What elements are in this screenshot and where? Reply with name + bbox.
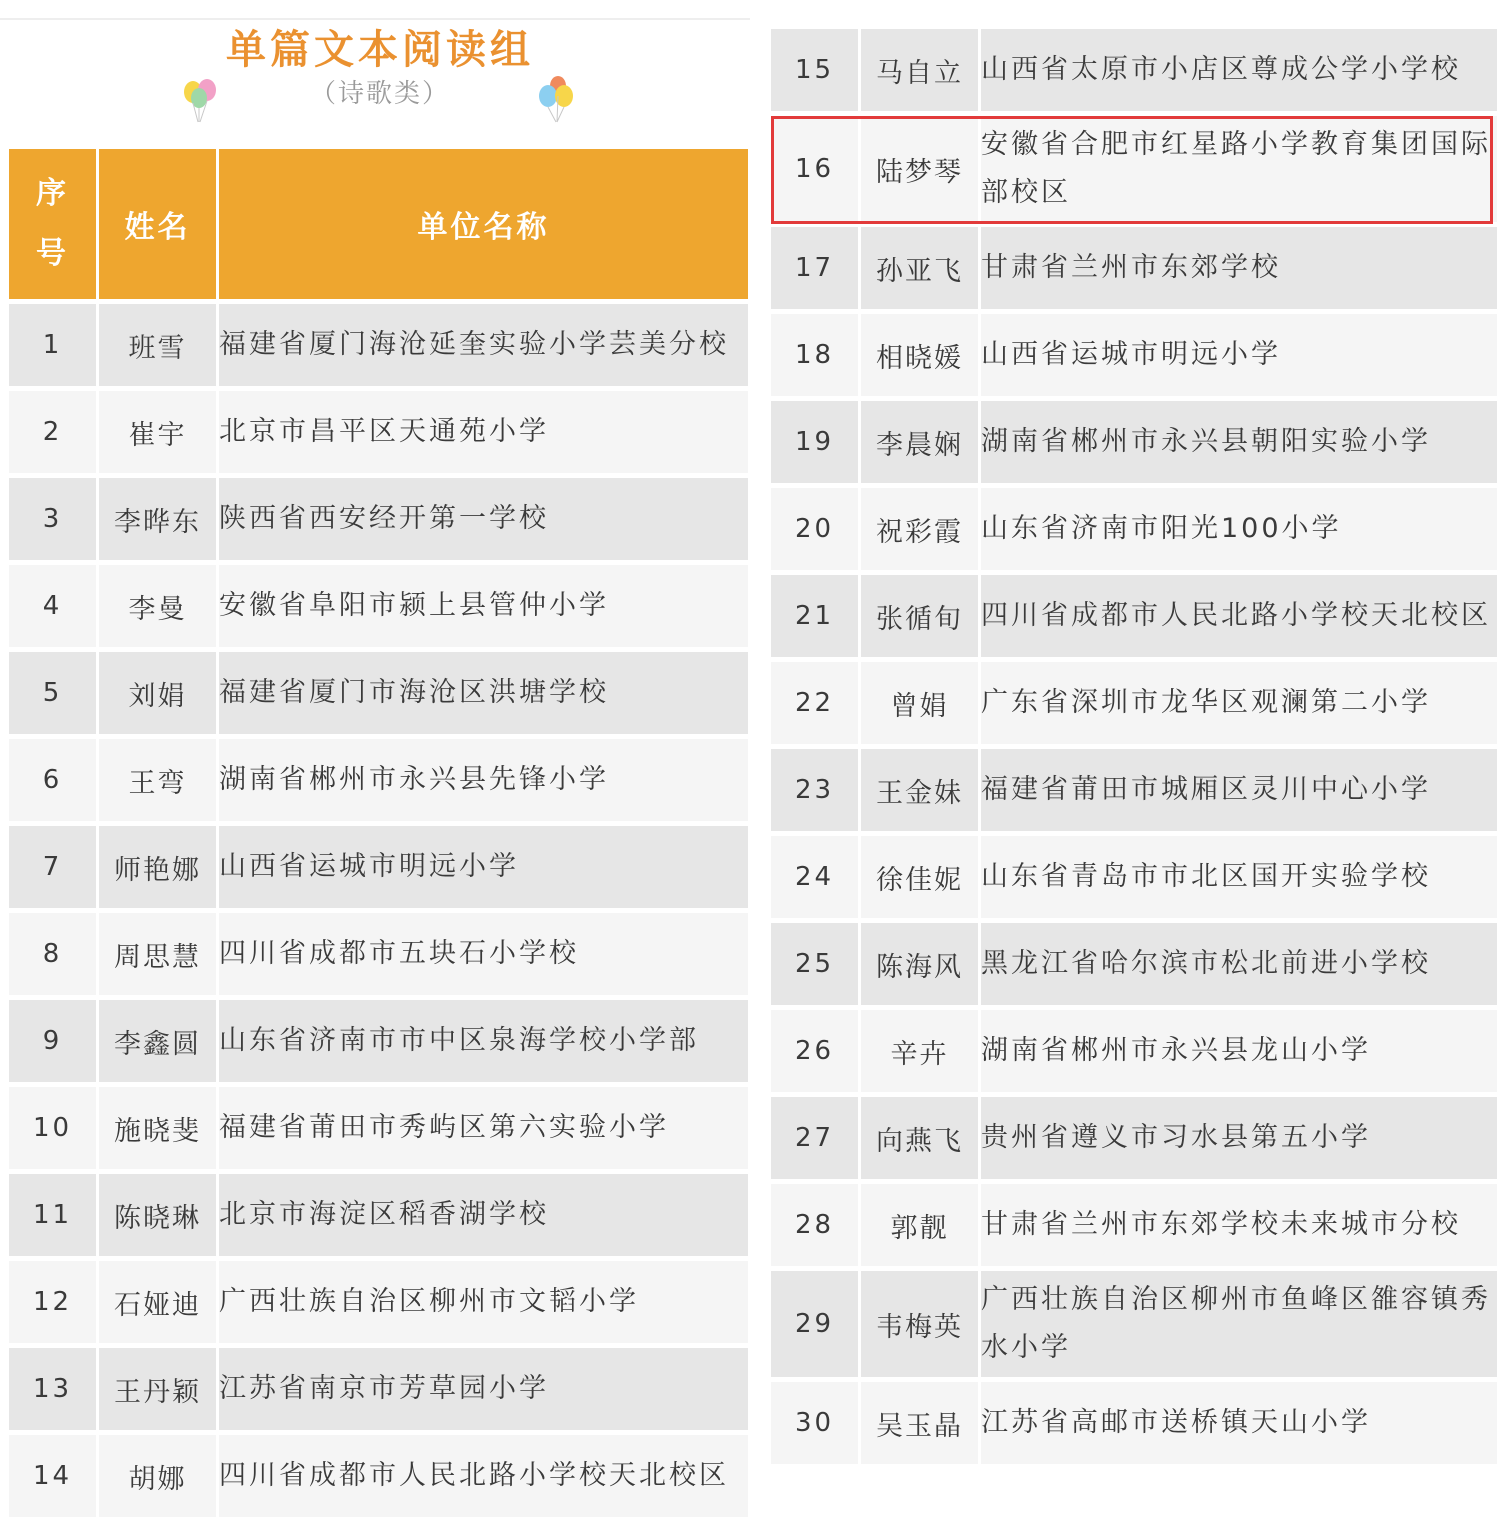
page-title: 单篇文本阅读组 — [226, 27, 534, 73]
table-row — [771, 488, 1497, 570]
row-name: 王丹颖 — [99, 1348, 216, 1430]
row-seq: 9 — [9, 1000, 96, 1082]
table-row — [9, 1348, 748, 1430]
row-org: 安徽省阜阳市颍上县管仲小学 — [219, 565, 748, 647]
table-row — [9, 391, 748, 473]
table-row — [771, 836, 1497, 918]
table-row — [771, 1010, 1497, 1092]
row-name: 周思慧 — [99, 913, 216, 995]
row-org: 山西省运城市明远小学 — [981, 314, 1497, 396]
roster-table-left — [6, 144, 751, 1522]
row-name: 陈晓琳 — [99, 1174, 216, 1256]
row-org: 广东省深圳市龙华区观澜第二小学 — [981, 662, 1497, 744]
table-row — [771, 314, 1497, 396]
table-row — [771, 749, 1497, 831]
row-name: 马自立 — [861, 29, 978, 111]
row-seq: 14 — [9, 1435, 96, 1517]
row-org: 福建省莆田市城厢区灵川中心小学 — [981, 749, 1497, 831]
row-name: 陆梦琴 — [861, 116, 978, 222]
row-seq: 18 — [771, 314, 858, 396]
row-seq: 17 — [771, 227, 858, 309]
row-name: 施晓斐 — [99, 1087, 216, 1169]
row-seq: 10 — [9, 1087, 96, 1169]
row-name: 李晔东 — [99, 478, 216, 560]
row-seq: 2 — [9, 391, 96, 473]
row-seq: 20 — [771, 488, 858, 570]
row-org: 山东省济南市市中区泉海学校小学部 — [219, 1000, 748, 1082]
table-row — [9, 304, 748, 386]
row-name: 向燕飞 — [861, 1097, 978, 1179]
row-name: 吴玉晶 — [861, 1382, 978, 1464]
row-name: 孙亚飞 — [861, 227, 978, 309]
table-row — [771, 1184, 1497, 1266]
row-org: 广西壮族自治区柳州市文韬小学 — [219, 1261, 748, 1343]
row-org: 福建省厦门市海沧区洪塘学校 — [219, 652, 748, 734]
row-name: 李曼 — [99, 565, 216, 647]
table-row — [9, 652, 748, 734]
table-row — [771, 1097, 1497, 1179]
row-name: 郭靓 — [861, 1184, 978, 1266]
table-row — [771, 227, 1497, 309]
table-row — [771, 1271, 1497, 1377]
row-seq: 16 — [771, 116, 858, 222]
row-org: 湖南省郴州市永兴县龙山小学 — [981, 1010, 1497, 1092]
row-seq: 4 — [9, 565, 96, 647]
right-panel — [760, 0, 1500, 1500]
row-name: 李鑫圆 — [99, 1000, 216, 1082]
table-row — [771, 662, 1497, 744]
table-row — [9, 1261, 748, 1343]
row-org: 黑龙江省哈尔滨市松北前进小学校 — [981, 923, 1497, 1005]
table-row — [771, 29, 1497, 111]
row-seq: 25 — [771, 923, 858, 1005]
row-org: 四川省成都市五块石小学校 — [219, 913, 748, 995]
table-row — [9, 1087, 748, 1169]
table-row — [771, 1382, 1497, 1464]
row-seq: 29 — [771, 1271, 858, 1377]
table-row — [9, 565, 748, 647]
row-name: 刘娟 — [99, 652, 216, 734]
row-name: 石娅迪 — [99, 1261, 216, 1343]
row-seq: 5 — [9, 652, 96, 734]
row-name: 班雪 — [99, 304, 216, 386]
row-name: 王金妹 — [861, 749, 978, 831]
header-name: 姓名 — [99, 149, 216, 299]
row-org: 湖南省郴州市永兴县先锋小学 — [219, 739, 748, 821]
row-seq: 19 — [771, 401, 858, 483]
row-name: 祝彩霞 — [861, 488, 978, 570]
table-row — [771, 575, 1497, 657]
row-name: 陈海风 — [861, 923, 978, 1005]
balloon-icon — [536, 74, 578, 124]
row-seq: 6 — [9, 739, 96, 821]
row-name: 胡娜 — [99, 1435, 216, 1517]
row-org: 安徽省合肥市红星路小学教育集团国际部校区 — [981, 116, 1497, 222]
row-org: 福建省莆田市秀屿区第六实验小学 — [219, 1087, 748, 1169]
row-name: 张循旬 — [861, 575, 978, 657]
table-row — [9, 1435, 748, 1517]
row-name: 李晨娴 — [861, 401, 978, 483]
row-seq: 21 — [771, 575, 858, 657]
row-name: 韦梅英 — [861, 1271, 978, 1377]
row-org: 甘肃省兰州市东郊学校未来城市分校 — [981, 1184, 1497, 1266]
row-org: 广西壮族自治区柳州市鱼峰区雒容镇秀水小学 — [981, 1271, 1497, 1377]
table-row — [771, 116, 1497, 222]
row-seq: 22 — [771, 662, 858, 744]
table-row — [771, 923, 1497, 1005]
row-name: 辛卉 — [861, 1010, 978, 1092]
row-seq: 26 — [771, 1010, 858, 1092]
row-name: 相晓媛 — [861, 314, 978, 396]
table-row — [9, 739, 748, 821]
row-seq: 13 — [9, 1348, 96, 1430]
row-seq: 23 — [771, 749, 858, 831]
row-org: 湖南省郴州市永兴县朝阳实验小学 — [981, 401, 1497, 483]
page-subtitle: （诗歌类） — [309, 79, 450, 109]
row-name: 曾娟 — [861, 662, 978, 744]
row-name: 王弯 — [99, 739, 216, 821]
table-row — [9, 1174, 748, 1256]
table-row — [9, 478, 748, 560]
table-row — [9, 826, 748, 908]
row-seq: 7 — [9, 826, 96, 908]
row-org: 四川省成都市人民北路小学校天北校区 — [219, 1435, 748, 1517]
top-divider — [0, 18, 750, 20]
row-org: 山西省运城市明远小学 — [219, 826, 748, 908]
row-org: 四川省成都市人民北路小学校天北校区 — [981, 575, 1497, 657]
header-org: 单位名称 — [219, 149, 748, 299]
header-seq-line2: 号 — [36, 236, 69, 271]
row-org: 贵州省遵义市习水县第五小学 — [981, 1097, 1497, 1179]
row-name: 师艳娜 — [99, 826, 216, 908]
row-org: 北京市海淀区稻香湖学校 — [219, 1174, 748, 1256]
balloon-icon — [180, 74, 222, 124]
row-name: 崔宇 — [99, 391, 216, 473]
roster-table-right — [768, 24, 1500, 1469]
row-org: 北京市昌平区天通苑小学 — [219, 391, 748, 473]
row-seq: 3 — [9, 478, 96, 560]
table-row — [9, 913, 748, 995]
row-seq: 27 — [771, 1097, 858, 1179]
row-org: 山东省青岛市市北区国开实验学校 — [981, 836, 1497, 918]
row-seq: 15 — [771, 29, 858, 111]
row-seq: 30 — [771, 1382, 858, 1464]
row-org: 山西省太原市小店区尊成公学小学校 — [981, 29, 1497, 111]
left-panel — [0, 0, 760, 1500]
row-org: 陕西省西安经开第一学校 — [219, 478, 748, 560]
row-org: 山东省济南市阳光100小学 — [981, 488, 1497, 570]
row-org: 江苏省南京市芳草园小学 — [219, 1348, 748, 1430]
row-seq: 11 — [9, 1174, 96, 1256]
row-seq: 24 — [771, 836, 858, 918]
header-seq — [9, 149, 96, 299]
row-org: 福建省厦门海沧延奎实验小学芸美分校 — [219, 304, 748, 386]
row-seq: 28 — [771, 1184, 858, 1266]
header-seq-line1: 序 — [36, 176, 69, 211]
row-org: 甘肃省兰州市东郊学校 — [981, 227, 1497, 309]
table-header-row — [9, 149, 748, 299]
row-name: 徐佳妮 — [861, 836, 978, 918]
row-org: 江苏省高邮市送桥镇天山小学 — [981, 1382, 1497, 1464]
row-seq: 12 — [9, 1261, 96, 1343]
row-seq: 8 — [9, 913, 96, 995]
table-row — [9, 1000, 748, 1082]
row-seq: 1 — [9, 304, 96, 386]
table-row — [771, 401, 1497, 483]
